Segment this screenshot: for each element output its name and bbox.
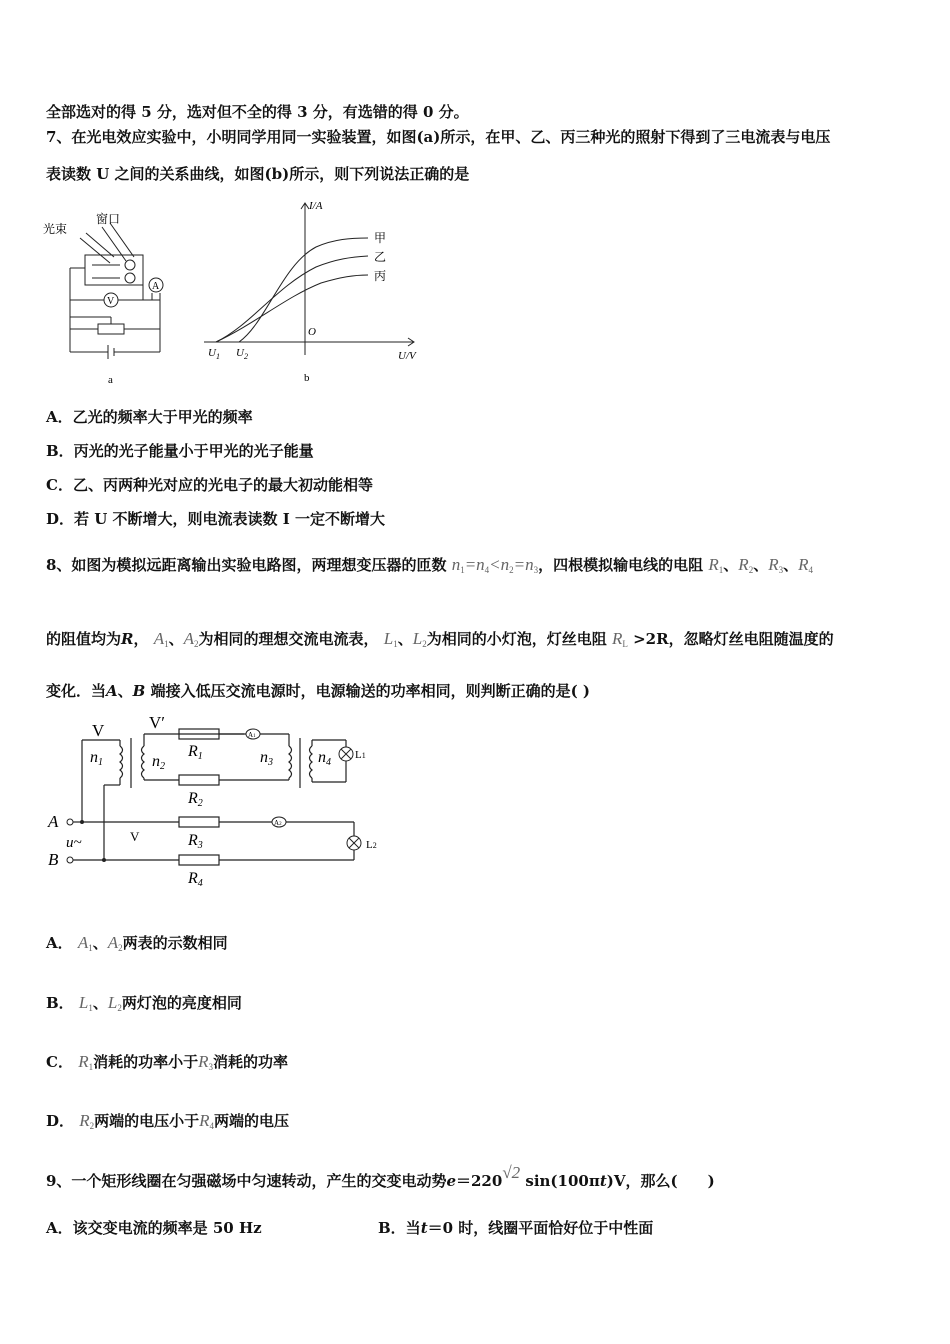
window-label: 窗口	[96, 212, 121, 226]
terminal-b-label: B	[48, 850, 59, 869]
voltmeter-label: V	[107, 296, 115, 307]
u1-label: $U_1$	[208, 347, 220, 361]
q8-option-c: C． $R_1$消耗的功率小于$R_3$消耗的功率	[46, 1052, 288, 1072]
r3-label: R3	[188, 832, 203, 851]
light-beam-label: 光束	[43, 222, 68, 236]
curve-label-jia: 甲	[374, 231, 387, 245]
ammeter-label: A	[152, 281, 160, 292]
v-label: V	[92, 721, 105, 740]
q9-option-a: A．该交变电流的频率是 50 Hz	[46, 1219, 262, 1237]
n3-label: n3	[260, 749, 273, 768]
source-label: u~	[66, 835, 82, 851]
v-mid-label: V	[130, 829, 140, 844]
l1-label: L1	[355, 749, 366, 761]
l2-label: L2	[366, 839, 377, 851]
a1-meter-label: A1	[248, 731, 256, 739]
q8-stem-line1: 8、如图为模拟远距离输出实验电路图，两理想变压器的匝数 $n_1=n_4<n_2=n_3$，四根模拟输电线的电阻 $R_1$、$R_2$、$R_3$、$R_4$	[46, 555, 813, 575]
figure-a-caption: a	[108, 374, 113, 385]
u2-label: $U_2$	[236, 347, 248, 361]
q8-option-b: B． $L_1$、$L_2$两灯泡的亮度相同	[46, 993, 242, 1013]
r4-label: R4	[188, 870, 203, 889]
q8-option-d: D． $R_2$两端的电压小于$R_4$两端的电压	[46, 1111, 290, 1131]
origin-label: O	[308, 326, 316, 338]
q7-figure-b	[196, 195, 426, 385]
q7-option-d: D．若 U 不断增大，则电流表读数 I 一定不断增大	[46, 510, 385, 528]
y-axis-label: I/A	[309, 200, 323, 212]
q8-option-a: A． $A_1$、$A_2$两表的示数相同	[46, 933, 228, 953]
q7-option-b: B．丙光的光子能量小于甲光的光子能量	[46, 442, 314, 460]
q7-option-a: A．乙光的频率大于甲光的频率	[46, 408, 253, 426]
q7-stem-line2: 表读数 U 之间的关系曲线，如图(b)所示，则下列说法正确的是	[46, 165, 470, 183]
q8-stem-line2: 的阻值均为R， $A_1$、$A_2$为相同的理想交流电流表， $L_1$、$L_2$为相同的小灯泡，灯丝电阻 $R_L >2R$，忽略灯丝电阻随温度的	[46, 629, 834, 649]
q9-stem: 9、一个矩形线圈在匀强磁场中匀速转动，产生的交变电动势e＝220√2 sin(100πt)V，那么( )	[46, 1163, 715, 1190]
figure-b-caption: b	[304, 372, 310, 384]
x-axis-label: U/V	[398, 350, 416, 362]
a2-meter-label: A2	[274, 819, 282, 827]
n4-label: n4	[318, 749, 331, 768]
curve-jia	[239, 238, 368, 342]
curve-bing	[216, 275, 368, 342]
curve-label-bing: 丙	[374, 269, 387, 283]
curve-label-yi: 乙	[374, 250, 387, 264]
q7-figure-a	[40, 205, 180, 385]
terminal-a-label: A	[48, 812, 59, 831]
n1-label: n1	[90, 749, 103, 768]
r1-label: R1	[188, 743, 203, 762]
q8-circuit-figure	[44, 710, 394, 895]
vprime-label: V′	[149, 713, 165, 732]
q8-stem-line3: 变化．当A、B 端接入低压交流电源时，电源输送的功率相同，则判断正确的是( )	[46, 682, 591, 700]
q7-option-c: C．乙、丙两种光对应的光电子的最大初动能相等	[46, 476, 373, 494]
q9-option-b: B．当t＝0 时，线圈平面恰好位于中性面	[378, 1219, 654, 1237]
r2-label: R2	[188, 790, 203, 809]
intro-line: 全部选对的得 5 分，选对但不全的得 3 分，有选错的得 0 分。	[46, 103, 469, 121]
q7-stem-line1: 7、在光电效应实验中，小明同学用同一实验装置，如图(a)所示，在甲、乙、丙三种光的照射下得到了三电流表与电压	[46, 128, 831, 146]
n2-label: n2	[152, 753, 165, 772]
